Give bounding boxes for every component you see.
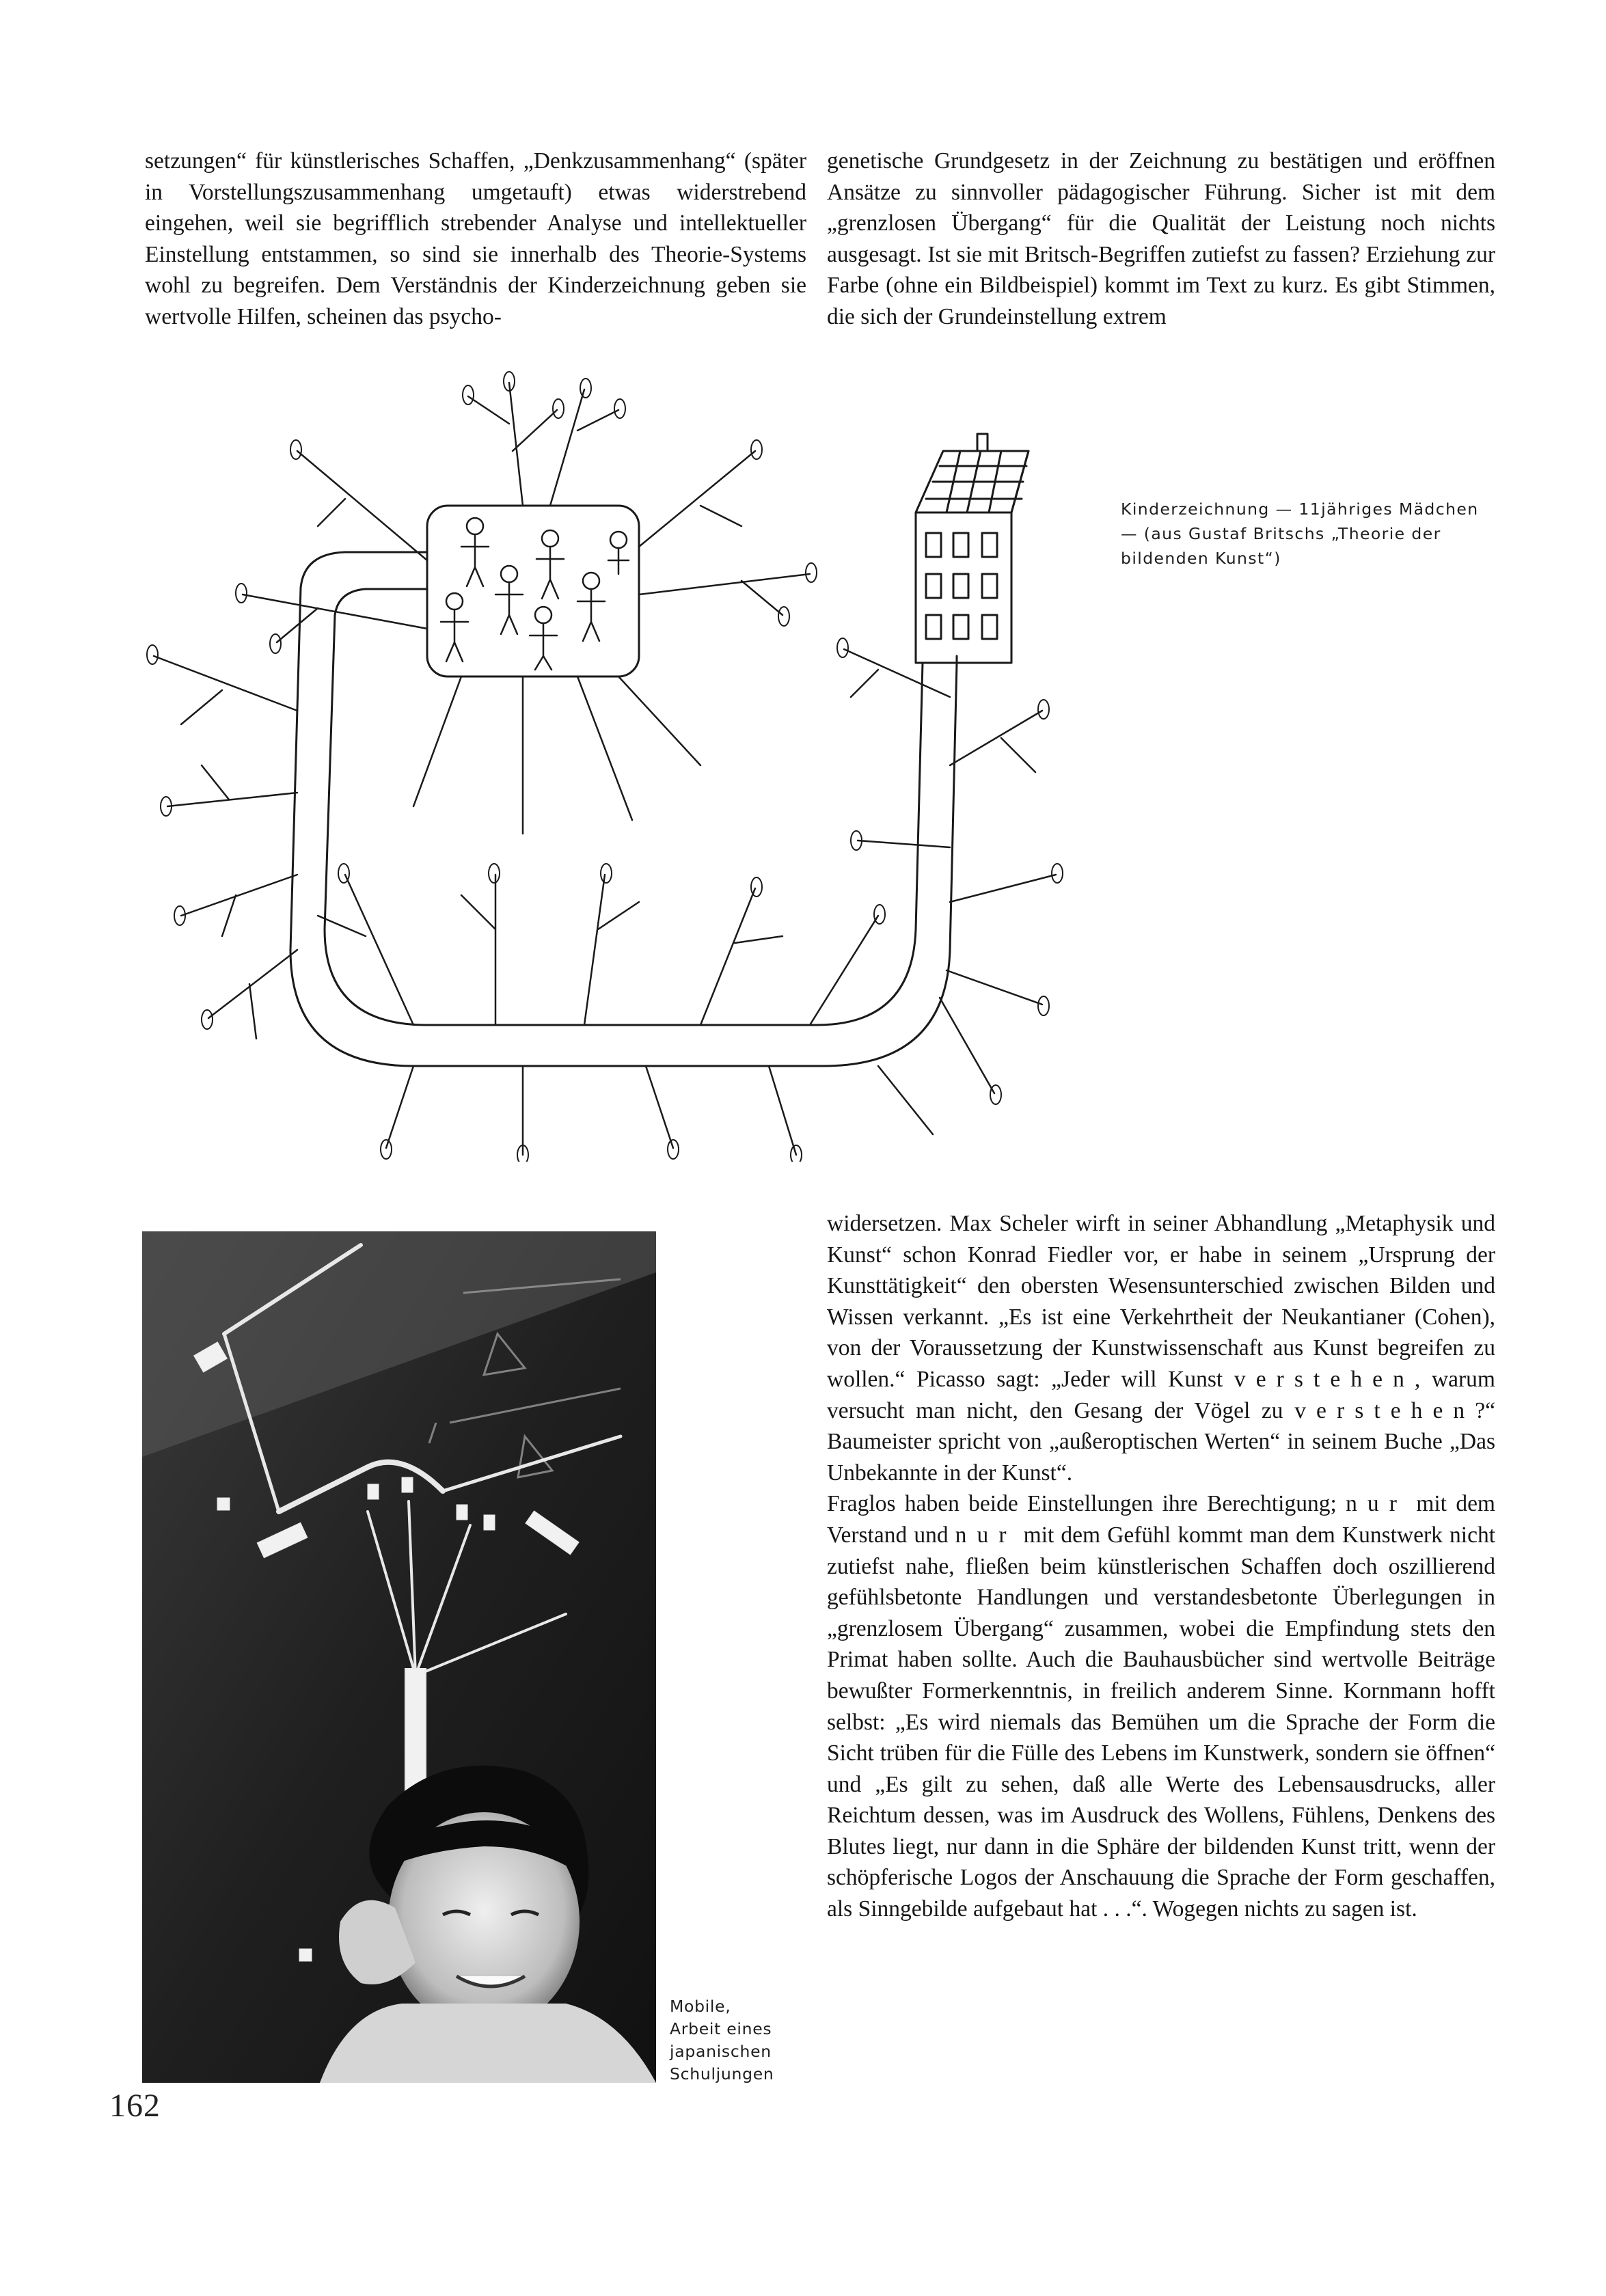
text-column-bottom-right: [827, 1208, 1495, 1925]
spaced-emphasis: nur: [1346, 1491, 1407, 1517]
spaced-emphasis: verstehen: [1294, 1397, 1475, 1423]
text-run: , warum versucht man nicht, den Gesang der Vögel zu: [827, 1366, 1495, 1423]
child-drawing-illustration: [140, 369, 1097, 1162]
text-run: widersetzen. Max Scheler wirft in seiner Abhandlung „Metaphysik und Kunst“ schon Konrad Fiedler vor, er habe in seinem „Ursprung der Kunsttätigkeit“ den obersten Wesensunterschied zwischen Bilden und Wissen verkannt. „Es ist eine Verkehrtheit der Neukantianer (Cohen), von der Voraussetzung der Kunstwissenschaft aus Kunst begreifen zu wollen.“ Picasso sagt: „Jeder will Kunst: [827, 1211, 1495, 1392]
paragraph-fraglos: [827, 1488, 1495, 1924]
mobile-caption-line: Mobile,: [670, 1997, 731, 2016]
house: [916, 434, 1029, 663]
road-top: [301, 552, 427, 615]
text-column-top-left: setzungen“ für künstlerisches Schaffen, „Denkzusammenhang“ (später in Vorstellungszusammenhang umgetauft) etwas widerstrebend eingehen, weil sie begrifflich strebender Analyse und intellektueller Einstellung entstammen, so sind sie innerhalb des Theorie-Systems wohl zu begreifen. Dem Verständnis der Kinderzeichnung geben sie wertvolle Hilfen, scheinen das psycho-: [145, 148, 806, 329]
text-run: Fraglos haben beide Einstellungen ihre Berechtigung;: [827, 1491, 1346, 1517]
people-figures: [441, 518, 629, 670]
road-outer: [290, 588, 957, 1066]
spaced-emphasis: nur: [955, 1522, 1017, 1548]
mobile-caption-line: japanischen: [670, 2042, 772, 2061]
spaced-emphasis: verstehen: [1234, 1366, 1415, 1392]
mobile-photograph: [142, 1231, 656, 2083]
text-run: mit dem Verstand und: [827, 1491, 1495, 1548]
drawing-caption: Kinderzeichnung — 11jähriges Mädchen — (aus Gustaf Britschs „Theorie der bildenden Kunst“): [1121, 500, 1479, 568]
paragraph-scheler: [827, 1208, 1495, 1488]
mobile-caption: [670, 1995, 806, 2086]
page-number: 162: [109, 2088, 161, 2124]
mobile-caption-line: Schuljungen: [670, 2064, 774, 2083]
mobile-caption-line: Arbeit eines: [670, 2019, 772, 2038]
text-run: ?“ Baumeister spricht von „außeroptischen Werten“ in seinem Buche „Das Unbekannte in der Kunst“.: [827, 1397, 1495, 1486]
text-run: mit dem Gefühl kommt man dem Kunstwerk nicht zutiefst nahe, fließen beim künstlerischen Schaffen doch oszillierend gefühlsbetonte Handlungen und verstandesbetonte Überlegungen in „grenzlosem Übergang“ zusammen, wobei die Empfindung stets den Primat haben sollte. Auch die Bauhausbücher sind wertvolle Beiträge bewußter Formerkenntnis, in freilich anderem Sinne. Kornmann hofft selbst: „Es wird niemals das Bemühen um die Sprache der Form die Sicht trüben für die Fülle des Lebens im Kunstwerk, sondern sie öffnen“ und „Es gilt zu sehen, daß alle Werte des Lebensausdrucks, aller Reichtum dessen, was im Ausdruck des Wollens, Fühlens, Denkens des Blutes liegt, nur dann in die Sphäre der bildenden Kunst tritt, wenn der schöpferische Logos der Anschauung die Sprache der Form geschaffen, als Sinngebilde aufgebaut hat . . .“. Wogegen nichts zu sagen ist.: [827, 1522, 1495, 1922]
text-column-top-right: genetische Grundgesetz in der Zeichnung zu bestätigen und eröffnen Ansätze zu sinnvoller pädagogischer Führung. Sicher ist mit dem „grenzlosen Übergang“ für die Qualität der Leistung noch nichts ausgesagt. Ist sie mit Britsch-Begriffen zutiefst zu fassen? Erziehung zur Farbe (ohne ein Bildbeispiel) kommt im Text zu kurz. Es gibt Stimmen, die sich der Grundeinstellung extrem: [827, 148, 1495, 329]
